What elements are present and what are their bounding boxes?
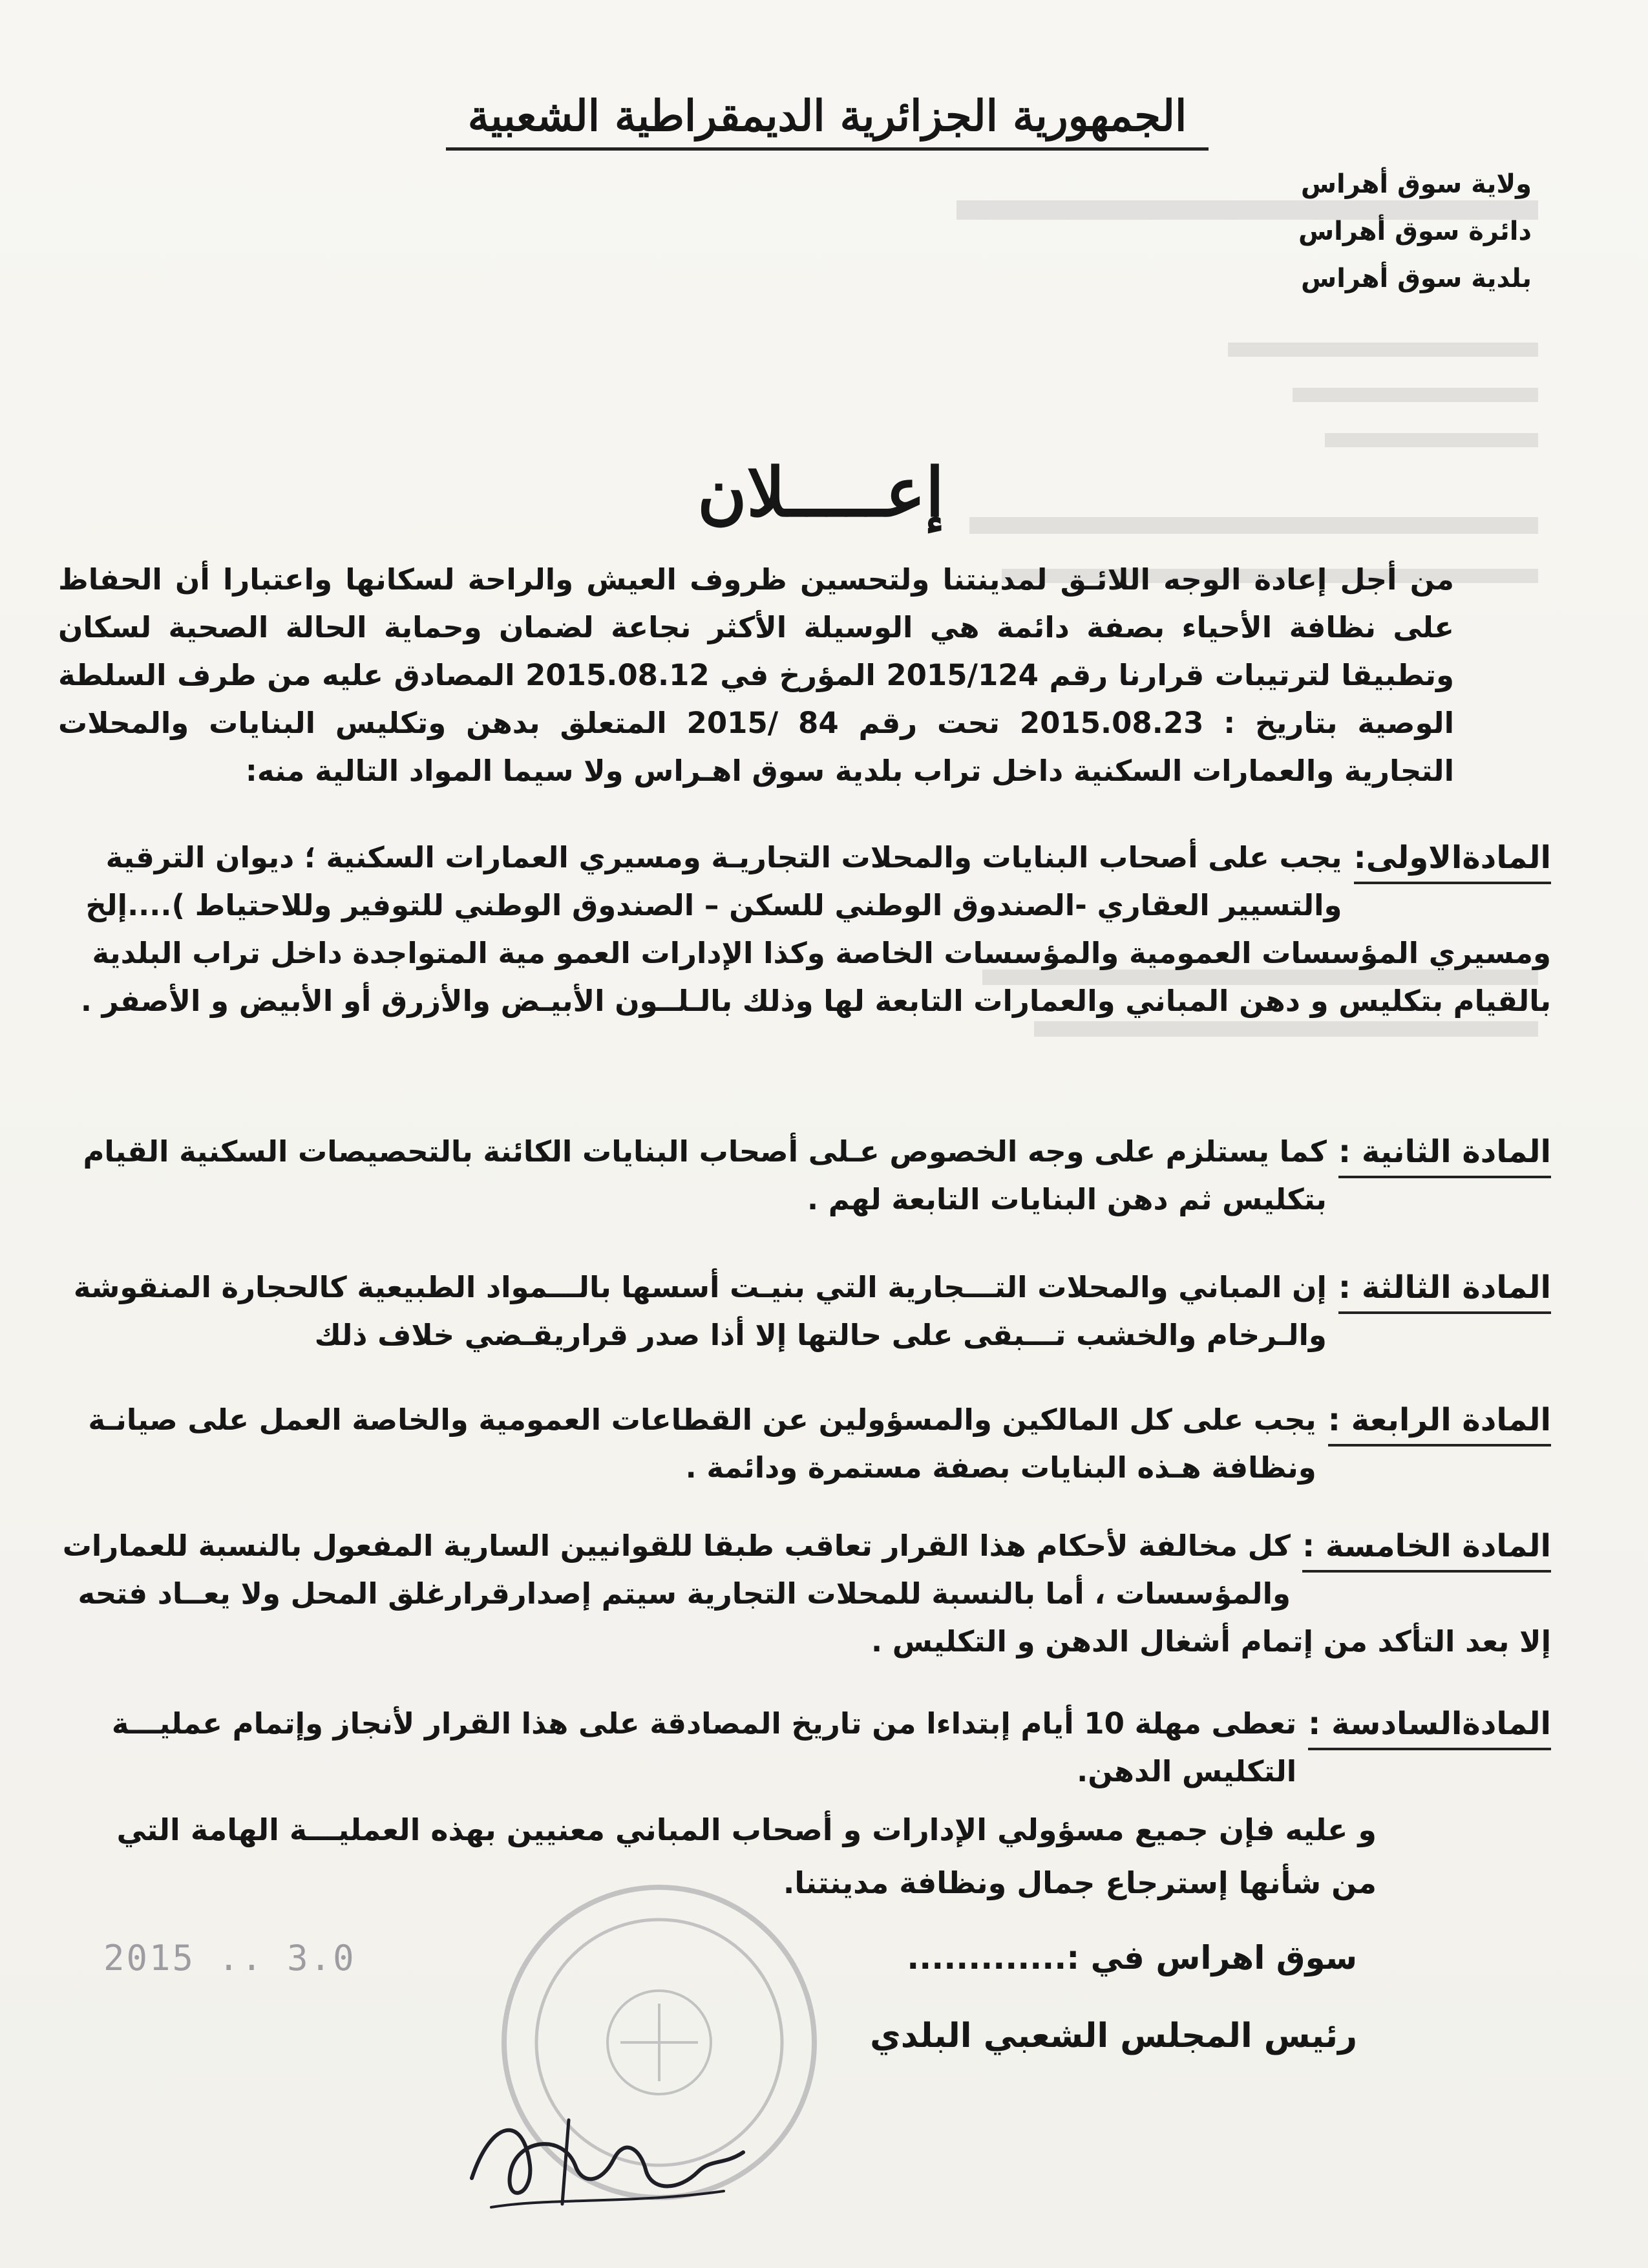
article-4-label: المادة الرابعة : — [1328, 1396, 1551, 1447]
handwritten-signature — [452, 2094, 763, 2223]
signatory-title: رئيس المجلس الشعبي البلدي — [870, 2017, 1357, 2055]
article-3 — [58, 1264, 1551, 1359]
article-1 — [58, 834, 1551, 1025]
article-6-label: المادةالسادسة : — [1308, 1700, 1551, 1750]
article-2 — [58, 1128, 1551, 1224]
article-2-text: كما يستلزم على وجه الخصوص عـلى أصحاب البنايات الكائنة بالتحصيصات السكنية القيام بتكليس ثم دهن البنايات التابعة لهم . — [83, 1134, 1327, 1216]
intro-paragraph: من أجل إعادة الوجه اللائـق لمدينتنا ولتحسين ظروف العيش والراحة لسكانها واعتبارا أن الحفاظ على نظافة الأحياء بصفة دائمة هي الوسيلة الأكثر نجاعة لضمان وحماية الحالة الصحية لسكان وتطبيقا لترتيبات قرارنا رقم 2015/124 المؤرخ في 2015.08.12 المصادق عليه من طرف السلطة الوصية بتاريخ : 2015.08.23 تحت رقم 84 /2015 المتعلق بدهن وتكليس البنايات والمحلات التجارية والعمارات السكنية داخل تراب بلدية سوق اهـراس ولا سيما المواد التالية منه: — [58, 562, 1454, 788]
article-5-label: المادة الخامسة : — [1302, 1522, 1551, 1573]
article-5-text: كل مخالفة لأحكام هذا القرار تعاقب طبقا للقوانيين السارية المفعول بالنسبة للعمارات والمؤسسات ، أما بالنسبة للمحلات التجارية سيتم إصدارقرارغلق المحل ولا يعــاد فتحه إلا بعد التأكد من إتمام أشغال الدهن و التكليس . — [62, 1529, 1551, 1659]
announcement-title: إعـــــلان — [697, 452, 944, 532]
article-6-text: تعطى مهلة 10 أيام إبتداءا من تاريخ المصادقة على هذا القرار لأنجاز وإتمام عمليـــة التكليس الدهن. — [111, 1706, 1297, 1788]
article-6 — [58, 1700, 1551, 1796]
article-2-label: المادة الثانية : — [1338, 1128, 1551, 1178]
baladia-line: بلدية سوق أهراس — [1301, 264, 1532, 293]
daira-line: دائرة سوق أهراس — [1298, 217, 1532, 246]
article-4-text: يجب على كل المالكين والمسؤولين عن القطاعات العمومية والخاصة العمل على صيانـة ونظافة هـذه البنايات بصفة مستمرة ودائمة . — [88, 1403, 1316, 1485]
date-line: سوق اهراس في :............. — [907, 1939, 1357, 1977]
article-3-label: المادة الثالثة : — [1338, 1264, 1551, 1314]
article-1-text: يجب على أصحاب البنايات والمحلات التجاريـة ومسيري العمارات السكنية ؛ ديوان الترقية والتسيير العقاري -الصندوق الوطني للسكن – الصندوق الوطني للتوفير وللاحتياط )....إلخ ومسيري المؤسسات العمومية والمؤسسات الخاصة وكذا الإدارات العمو مية المتواجدة داخل تراب البلدية بالقيام بتكليس و دهن المباني والعمارات التابعة لها وذلك بالـلــون الأبيـض والأزرق أو الأبيض و الأصفر . — [80, 840, 1551, 1018]
article-5 — [58, 1522, 1551, 1666]
article-1-label: المادةالاولى: — [1354, 834, 1551, 884]
closing-paragraph: و عليه فإن جميع مسؤولي الإدارات و أصحاب المباني معنيين بهذه العمليـــة الهامة التي من شأنها إسترجاع جمال ونظافة مدينتنا. — [116, 1812, 1377, 1900]
stamp-date: 2015 .. 3.0 — [103, 1938, 356, 1978]
article-4 — [58, 1396, 1551, 1492]
republic-header: الجمهورية الجزائرية الديمقراطية الشعبية — [446, 90, 1209, 151]
article-3-text: إن المباني والمحلات التـــجارية التي بنيـت أسسها بالـــمواد الطبيعية كالحجارة المنقوشة والـرخام والخشب تـــبقى على حالتها إلا أذا صدر قراريقـضي خلاف ذلك — [73, 1270, 1327, 1352]
wilaya-line: ولاية سوق أهراس — [1300, 169, 1532, 199]
